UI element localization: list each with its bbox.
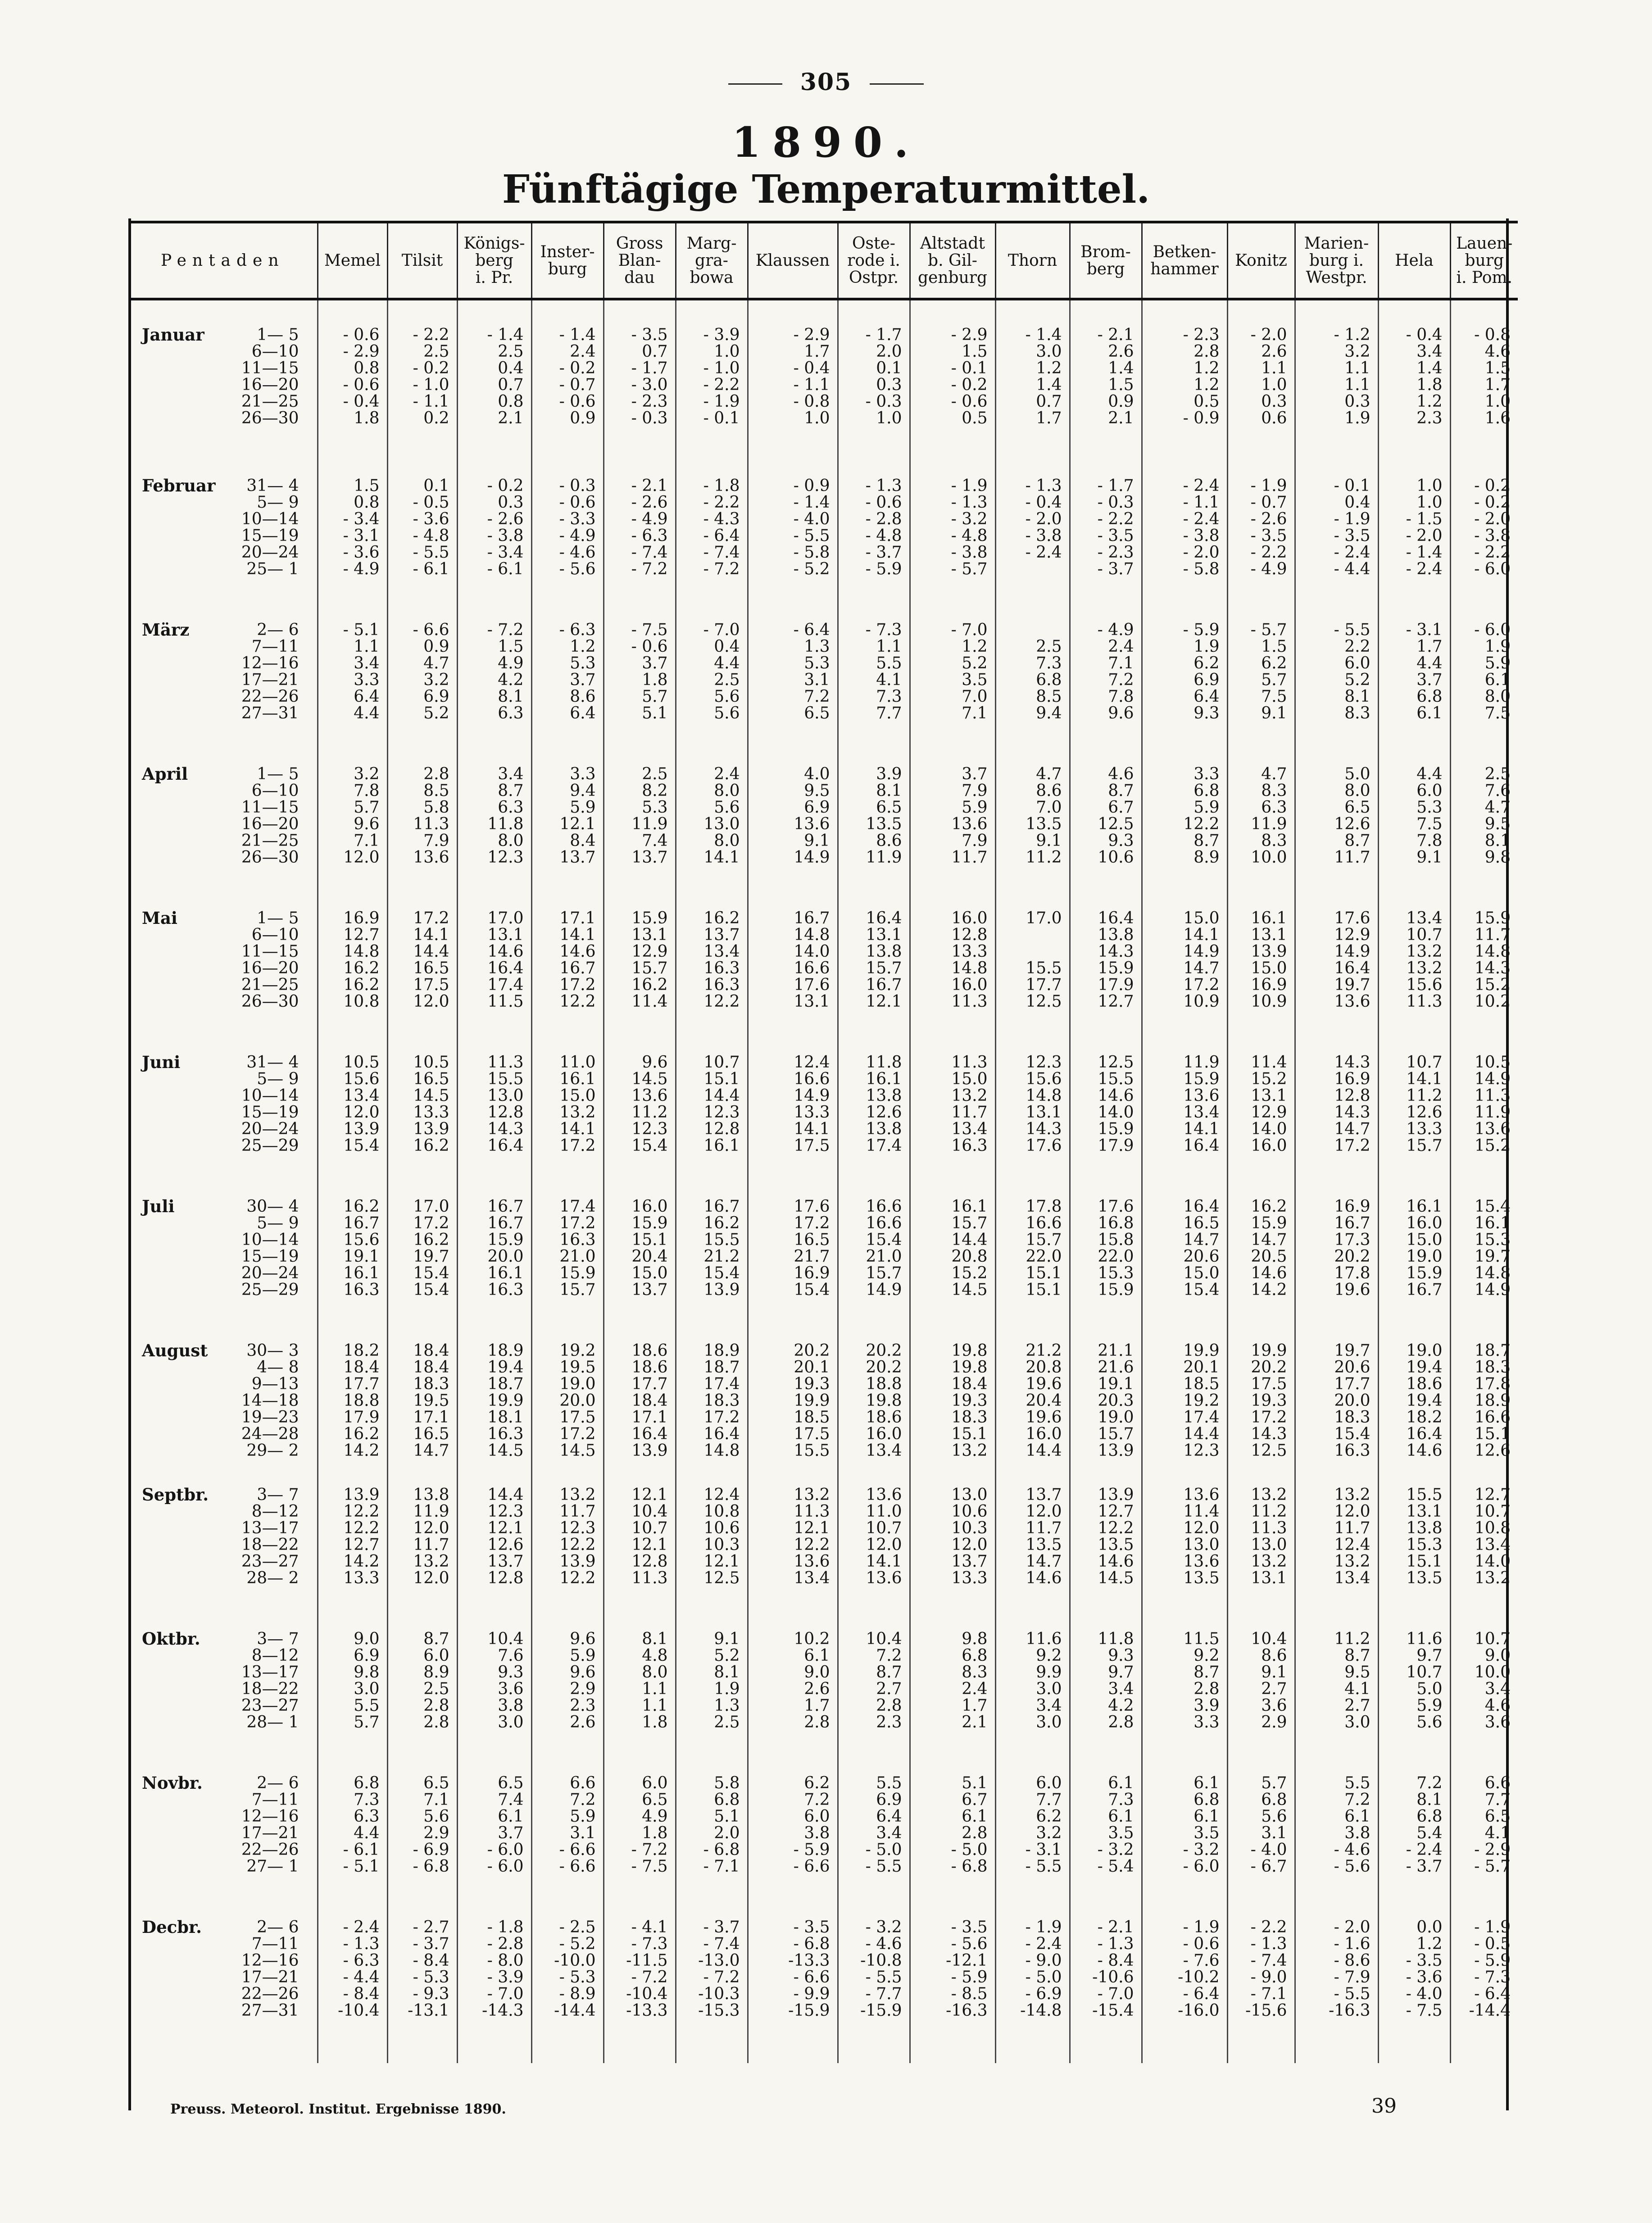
temperature-values: 11.3 15.5 13.0 12.8 14.3 16.4 bbox=[457, 1054, 531, 1198]
month-name: Oktbr. bbox=[142, 1629, 200, 1649]
temperature-values: 3.7 7.9 5.9 13.6 7.9 11.7 bbox=[910, 766, 995, 910]
column-header: Königs- berg i. Pr. bbox=[457, 222, 531, 299]
temperature-values: 17.6 12.9 14.9 16.4 19.7 13.6 bbox=[1295, 910, 1378, 1054]
page-number-rule-left bbox=[728, 83, 782, 85]
month-name: Decbr. bbox=[142, 1917, 202, 1937]
temperature-values: 11.8 16.1 13.8 12.6 13.8 17.4 bbox=[838, 1054, 910, 1198]
temperature-values: 17.0 17.2 16.2 19.7 15.4 15.4 bbox=[387, 1198, 457, 1342]
temperature-values: 8.7 6.0 8.9 2.5 2.8 2.8 bbox=[387, 1631, 457, 1775]
temperature-values: 15.4 16.1 15.3 19.7 14.8 14.9 bbox=[1450, 1198, 1518, 1342]
temperature-values: 5.8 6.8 5.1 2.0 - 6.8 - 7.1 bbox=[676, 1775, 748, 1919]
temperature-values: 16.1 16.0 15.0 19.0 15.9 16.7 bbox=[1378, 1198, 1450, 1342]
temperature-values: - 1.8 - 2.8 - 8.0 - 3.9 - 7.0 -14.3 bbox=[457, 1919, 531, 2063]
temperature-values: 4.0 9.5 6.9 13.6 9.1 14.9 bbox=[748, 766, 838, 910]
temperature-values: 12.3 15.6 14.8 13.1 14.3 17.6 bbox=[995, 1054, 1070, 1198]
temperature-values: 21.1 21.6 19.1 20.3 19.0 15.7 13.9 bbox=[1070, 1342, 1142, 1487]
pentad-dates: 31— 4 5— 9 10—14 15—19 20—24 25—29 bbox=[241, 1053, 299, 1155]
temperature-values: 12.4 10.8 10.6 10.3 12.1 12.5 bbox=[676, 1487, 748, 1631]
month-name: Mai bbox=[142, 908, 177, 928]
temperature-values: 3.3 9.4 5.9 12.1 8.4 13.7 bbox=[531, 766, 604, 910]
temperature-values: 16.7 16.2 15.5 21.2 15.4 13.9 bbox=[676, 1198, 748, 1342]
temperature-values: 13.2 11.7 12.3 12.2 13.9 12.2 bbox=[531, 1487, 604, 1631]
temperature-values: 19.7 20.6 17.7 20.0 18.3 15.4 16.3 bbox=[1295, 1342, 1378, 1487]
temperature-values: 10.7 14.1 11.2 12.6 13.3 15.7 bbox=[1378, 1054, 1450, 1198]
temperature-values: 11.5 9.2 8.7 2.8 3.9 3.3 bbox=[1142, 1631, 1227, 1775]
temperature-values: 12.7 10.7 10.8 13.4 14.0 13.2 bbox=[1450, 1487, 1518, 1631]
temperature-values: 11.4 15.2 13.1 12.9 14.0 16.0 bbox=[1227, 1054, 1295, 1198]
pentad-dates: 3— 7 8—12 13—17 18—22 23—27 28— 2 bbox=[241, 1486, 299, 1587]
temperature-values: - 2.2 - 1.3 - 7.4 - 9.0 - 7.1 -15.6 bbox=[1227, 1919, 1295, 2063]
month-name: Juni bbox=[142, 1052, 181, 1072]
temperature-values: - 1.9 - 0.7 - 2.6 - 3.5 - 2.2 - 4.9 bbox=[1227, 477, 1295, 622]
pentad-dates: 3— 7 8—12 13—17 18—22 23—27 28— 1 bbox=[241, 1630, 299, 1732]
temperature-values: 10.4 7.6 9.3 3.6 3.8 3.0 bbox=[457, 1631, 531, 1775]
temperature-values: 8.1 4.8 8.0 1.1 1.1 1.8 bbox=[604, 1631, 676, 1775]
temperature-values: - 5.1 1.1 3.4 3.3 6.4 4.4 bbox=[318, 622, 387, 766]
temperature-values: 5.5 7.2 6.1 3.8 - 4.6 - 5.6 bbox=[1295, 1775, 1378, 1919]
temperature-values: - 0.3 - 0.6 - 3.3 - 4.9 - 4.6 - 5.6 bbox=[531, 477, 604, 622]
temperature-values: 11.8 9.3 9.7 3.4 4.2 2.8 bbox=[1070, 1631, 1142, 1775]
temperature-values: 0.1 - 0.5 - 3.6 - 4.8 - 5.5 - 6.1 bbox=[387, 477, 457, 622]
temperature-values: 6.2 7.2 6.0 3.8 - 5.9 - 6.6 bbox=[748, 1775, 838, 1919]
temperature-values: 2.5 8.2 5.3 11.9 7.4 13.7 bbox=[604, 766, 676, 910]
temperature-values: 5.1 6.7 6.1 2.8 - 5.0 - 6.8 bbox=[910, 1775, 995, 1919]
temperature-values: 2.8 8.5 5.8 11.3 7.9 13.6 bbox=[387, 766, 457, 910]
temperature-values: 17.6 17.2 16.5 21.7 16.9 15.4 bbox=[748, 1198, 838, 1342]
year-heading: 1890. bbox=[731, 118, 921, 167]
temperature-values: 16.1 13.1 13.9 15.0 16.9 10.9 bbox=[1227, 910, 1295, 1054]
temperature-values: 16.2 13.7 13.4 16.3 16.3 12.2 bbox=[676, 910, 748, 1054]
temperature-values: 16.6 16.6 15.4 21.0 15.7 14.9 bbox=[838, 1198, 910, 1342]
temperature-values: - 0.6 - 2.9 0.8 - 0.6 - 0.4 1.8 bbox=[318, 299, 387, 477]
column-header: Pentaden bbox=[128, 222, 318, 299]
pentad-dates: 30— 3 4— 8 9—13 14—18 19—23 24—28 29— 2 bbox=[241, 1341, 299, 1460]
temperature-values: 18.4 18.4 18.3 19.5 17.1 16.5 14.7 bbox=[387, 1342, 457, 1487]
temperature-values: 16.9 12.7 14.8 16.2 16.2 10.8 bbox=[318, 910, 387, 1054]
temperature-values: 6.5 7.1 5.6 2.9 - 6.9 - 6.8 bbox=[387, 1775, 457, 1919]
temperature-values: 12.1 10.4 10.7 12.1 12.8 11.3 bbox=[604, 1487, 676, 1631]
temperature-values: 11.6 9.2 9.9 3.0 3.4 3.0 bbox=[995, 1631, 1070, 1775]
temperature-values: - 3.1 1.7 4.4 3.7 6.8 6.1 bbox=[1378, 622, 1450, 766]
column-header: Oste- rode i. Ostpr. bbox=[838, 222, 910, 299]
temperature-values: 15.9 13.1 12.9 15.7 16.2 11.4 bbox=[604, 910, 676, 1054]
temperature-values: 3.3 6.8 5.9 12.2 8.7 8.9 bbox=[1142, 766, 1227, 910]
temperature-values: - 2.1 2.6 1.4 1.5 0.9 2.1 bbox=[1070, 299, 1142, 477]
temperature-values: - 7.5 - 0.6 3.7 1.8 5.7 5.1 bbox=[604, 622, 676, 766]
temperature-values: 18.7 18.3 17.8 18.9 16.6 15.1 12.6 bbox=[1450, 1342, 1518, 1487]
pentad-dates: 1— 5 6—10 11—15 16—20 21—25 26—30 bbox=[241, 765, 299, 867]
row-label bbox=[128, 622, 318, 766]
column-header: Memel bbox=[318, 222, 387, 299]
temperature-values: 14.3 16.9 12.8 14.3 14.7 17.2 bbox=[1295, 1054, 1378, 1198]
temperature-values: - 2.7 - 3.7 - 8.4 - 5.3 - 9.3 -13.1 bbox=[387, 1919, 457, 2063]
temperature-values: 16.4 16.5 14.7 20.6 15.0 15.4 bbox=[1142, 1198, 1227, 1342]
page-number-rule-right bbox=[870, 83, 924, 85]
temperature-values: - 0.8 4.6 1.5 1.7 1.0 1.6 bbox=[1450, 299, 1518, 477]
temperature-values: 16.7 14.8 14.0 16.6 17.6 13.1 bbox=[748, 910, 838, 1054]
temperature-values: 10.5 14.9 11.3 11.9 13.6 15.2 bbox=[1450, 1054, 1518, 1198]
temperature-values: 17.2 14.1 14.4 16.5 17.5 12.0 bbox=[387, 910, 457, 1054]
temperature-values: 1.0 1.0 - 1.5 - 2.0 - 1.4 - 2.4 bbox=[1378, 477, 1450, 622]
pentad-dates: 2— 6 7—11 12—16 17—21 22—26 27— 1 bbox=[241, 1774, 299, 1876]
temperature-values: 6.1 7.3 6.1 3.5 - 3.2 - 5.4 bbox=[1070, 1775, 1142, 1919]
temperature-values: - 3.5 - 5.6 -12.1 - 5.9 - 8.5 -16.3 bbox=[910, 1919, 995, 2063]
temperature-values: 13.0 10.6 10.3 12.0 13.7 13.3 bbox=[910, 1487, 995, 1631]
column-header: Altstadt b. Gil- genburg bbox=[910, 222, 995, 299]
row-label bbox=[128, 766, 318, 910]
temperature-values: 10.7 15.1 14.4 12.3 12.8 16.1 bbox=[676, 1054, 748, 1198]
temperature-values: 18.2 18.4 17.7 18.8 17.9 16.2 14.2 bbox=[318, 1342, 387, 1487]
temperature-values: - 2.4 - 1.1 - 2.4 - 3.8 - 2.0 - 5.8 bbox=[1142, 477, 1227, 622]
month-row bbox=[128, 1487, 1518, 1631]
temperature-values: 9.6 14.5 13.6 11.2 12.3 15.4 bbox=[604, 1054, 676, 1198]
temperature-values: 16.1 15.7 14.4 20.8 15.2 14.5 bbox=[910, 1198, 995, 1342]
month-row bbox=[128, 1919, 1518, 2063]
temperature-values: 15.0 14.1 14.9 14.7 17.2 10.9 bbox=[1142, 910, 1227, 1054]
temperature-values: - 1.9 - 1.3 - 3.2 - 4.8 - 3.8 - 5.7 bbox=[910, 477, 995, 622]
temperature-values: - 3.2 - 4.6 -10.8 - 5.5 - 7.7 -15.9 bbox=[838, 1919, 910, 2063]
temperature-values: 18.6 18.6 17.7 18.4 17.1 16.4 13.9 bbox=[604, 1342, 676, 1487]
temperature-values: - 5.9 1.9 6.2 6.9 6.4 9.3 bbox=[1142, 622, 1227, 766]
pentad-dates: 31— 4 5— 9 10—14 15—19 20—24 25— 1 bbox=[241, 477, 299, 578]
temperature-values: 6.0 7.7 6.2 3.2 - 3.1 - 5.5 bbox=[995, 1775, 1070, 1919]
temperature-values: - 3.9 1.0 - 1.0 - 2.2 - 1.9 - 0.1 bbox=[676, 299, 748, 477]
temperature-values: 17.0 15.5 17.7 12.5 bbox=[995, 910, 1070, 1054]
row-label bbox=[128, 1487, 318, 1631]
column-header: Marg- gra- bowa bbox=[676, 222, 748, 299]
temperature-values: 16.0 15.9 15.1 20.4 15.0 13.7 bbox=[604, 1198, 676, 1342]
temperature-values: - 6.4 1.3 5.3 3.1 7.2 6.5 bbox=[748, 622, 838, 766]
temperature-values: 13.7 12.0 11.7 13.5 14.7 14.6 bbox=[995, 1487, 1070, 1631]
temperature-values: - 4.9 2.4 7.1 7.2 7.8 9.6 bbox=[1070, 622, 1142, 766]
temperature-values: 19.9 20.2 17.5 19.3 17.2 14.3 12.5 bbox=[1227, 1342, 1295, 1487]
temperature-values: 13.2 11.2 11.3 13.0 13.2 13.1 bbox=[1227, 1487, 1295, 1631]
temperature-values: 10.4 8.6 9.1 2.7 3.6 2.9 bbox=[1227, 1631, 1295, 1775]
temperature-values: 10.5 15.6 13.4 12.0 13.9 15.4 bbox=[318, 1054, 387, 1198]
temperature-values: 6.8 7.3 6.3 4.4 - 6.1 - 5.1 bbox=[318, 1775, 387, 1919]
temperature-values: 15.5 13.1 13.8 15.3 15.1 13.5 bbox=[1378, 1487, 1450, 1631]
temperature-values: 5.7 6.8 5.6 3.1 - 4.0 - 6.7 bbox=[1227, 1775, 1295, 1919]
temperature-values: 13.4 10.7 13.2 13.2 15.6 11.3 bbox=[1378, 910, 1450, 1054]
column-header: Thorn bbox=[995, 222, 1070, 299]
temperature-values: - 0.4 3.4 1.4 1.8 1.2 2.3 bbox=[1378, 299, 1450, 477]
temperature-values: - 2.9 1.7 - 0.4 - 1.1 - 0.8 1.0 bbox=[748, 299, 838, 477]
temperature-values: 6.6 7.7 6.5 4.1 - 2.9 - 5.7 bbox=[1450, 1775, 1518, 1919]
temperature-values: 20.2 20.2 18.8 19.8 18.6 16.0 13.4 bbox=[838, 1342, 910, 1487]
temperature-values: 3.2 7.8 5.7 9.6 7.1 12.0 bbox=[318, 766, 387, 910]
month-row bbox=[128, 622, 1518, 766]
temperature-values: 4.7 8.6 7.0 13.5 9.1 11.2 bbox=[995, 766, 1070, 910]
temperature-values: - 0.2 0.3 - 2.6 - 3.8 - 3.4 - 6.1 bbox=[457, 477, 531, 622]
month-row bbox=[128, 910, 1518, 1054]
page-title: Fünftägige Temperaturmittel. bbox=[502, 167, 1150, 212]
temperature-values: - 6.3 1.2 5.3 3.7 8.6 6.4 bbox=[531, 622, 604, 766]
temperature-values: - 2.0 2.6 1.1 1.0 0.3 0.6 bbox=[1227, 299, 1295, 477]
temperature-values: 19.8 19.8 18.4 19.3 18.3 15.1 13.2 bbox=[910, 1342, 995, 1487]
temperature-values: 11.9 15.9 13.6 13.4 14.1 16.4 bbox=[1142, 1054, 1227, 1198]
temperature-values: 4.7 8.3 6.3 11.9 8.3 10.0 bbox=[1227, 766, 1295, 910]
temperature-values: 15.9 11.7 14.8 14.3 15.2 10.2 bbox=[1450, 910, 1518, 1054]
temperature-values: - 5.5 2.2 6.0 5.2 8.1 8.3 bbox=[1295, 622, 1378, 766]
month-row bbox=[128, 299, 1518, 477]
temperature-values: - 2.4 - 1.3 - 6.3 - 4.4 - 8.4 -10.4 bbox=[318, 1919, 387, 2063]
temperature-values: 6.0 6.5 4.9 1.8 - 7.2 - 7.5 bbox=[604, 1775, 676, 1919]
row-label bbox=[128, 1775, 318, 1919]
row-label bbox=[128, 477, 318, 622]
month-row bbox=[128, 1342, 1518, 1487]
temperature-values: 21.2 20.8 19.6 20.4 19.6 16.0 14.4 bbox=[995, 1342, 1070, 1487]
temperature-values: - 7.0 0.4 4.4 2.5 5.6 5.6 bbox=[676, 622, 748, 766]
pentad-dates: 2— 6 7—11 12—16 17—21 22—26 27—31 bbox=[241, 1918, 299, 2020]
temperature-values: - 3.5 - 6.8 -13.3 - 6.6 - 9.9 -15.9 bbox=[748, 1919, 838, 2063]
pentad-dates: 2— 6 7—11 12—16 17—21 22—26 27—31 bbox=[241, 621, 299, 723]
temperature-values: - 7.2 1.5 4.9 4.2 8.1 6.3 bbox=[457, 622, 531, 766]
sheet-number: 39 bbox=[1371, 2095, 1397, 2118]
temperature-values: 13.6 11.0 10.7 12.0 14.1 13.6 bbox=[838, 1487, 910, 1631]
temperature-values: - 0.2 - 0.2 - 2.0 - 3.8 - 2.2 - 6.0 bbox=[1450, 477, 1518, 622]
row-label bbox=[128, 910, 318, 1054]
temperature-values: - 1.8 - 2.2 - 4.3 - 6.4 - 7.4 - 7.2 bbox=[676, 477, 748, 622]
temperature-values: 17.4 17.2 16.3 21.0 15.9 15.7 bbox=[531, 1198, 604, 1342]
temperature-values: 9.8 6.8 8.3 2.4 1.7 2.1 bbox=[910, 1631, 995, 1775]
table-body bbox=[128, 299, 1518, 2063]
row-label bbox=[128, 1342, 318, 1487]
table-header-row bbox=[128, 222, 1518, 299]
month-name: Februar bbox=[142, 476, 216, 496]
column-header: Brom- berg bbox=[1070, 222, 1142, 299]
temperature-values: 19.9 20.1 18.5 19.2 17.4 14.4 12.3 bbox=[1142, 1342, 1227, 1487]
temperature-values: 10.2 6.1 9.0 2.6 1.7 2.8 bbox=[748, 1631, 838, 1775]
month-name: April bbox=[142, 764, 188, 784]
temperature-values: 18.9 18.7 17.4 18.3 17.2 16.4 14.8 bbox=[676, 1342, 748, 1487]
temperature-values: - 6.0 1.9 5.9 6.1 8.0 7.5 bbox=[1450, 622, 1518, 766]
temperature-values: 9.6 5.9 9.6 2.9 2.3 2.6 bbox=[531, 1631, 604, 1775]
temperature-values: - 1.7 - 0.3 - 2.2 - 3.5 - 2.3 - 3.7 bbox=[1070, 477, 1142, 622]
temperature-values: 16.7 16.7 15.9 20.0 16.1 16.3 bbox=[457, 1198, 531, 1342]
month-name: Novbr. bbox=[142, 1773, 203, 1793]
month-name: Septbr. bbox=[142, 1485, 209, 1505]
temperature-values: 13.9 12.7 12.2 13.5 14.6 14.5 bbox=[1070, 1487, 1142, 1631]
temperature-values: - 1.2 3.2 1.1 1.1 0.3 1.9 bbox=[1295, 299, 1378, 477]
temperature-values: 6.1 6.8 6.1 3.5 - 3.2 - 6.0 bbox=[1142, 1775, 1227, 1919]
temperature-values: - 2.0 - 1.6 - 8.6 - 7.9 - 5.5 -16.3 bbox=[1295, 1919, 1378, 2063]
column-header: Tilsit bbox=[387, 222, 457, 299]
temperature-values: 6.6 7.2 5.9 3.1 - 6.6 - 6.6 bbox=[531, 1775, 604, 1919]
temperature-values: 2.4 8.0 5.6 13.0 8.0 14.1 bbox=[676, 766, 748, 910]
temperature-values: - 1.9 - 2.4 - 9.0 - 5.0 - 6.9 -14.8 bbox=[995, 1919, 1070, 2063]
temperature-values: 19.0 19.4 18.6 19.4 18.2 16.4 14.6 bbox=[1378, 1342, 1450, 1487]
temperature-values: 4.4 6.0 5.3 7.5 7.8 9.1 bbox=[1378, 766, 1450, 910]
temperature-values: 16.4 13.1 13.8 15.7 16.7 12.1 bbox=[838, 910, 910, 1054]
temperature-values: 13.2 11.3 12.1 12.2 13.6 13.4 bbox=[748, 1487, 838, 1631]
column-header: Inster- burg bbox=[531, 222, 604, 299]
temperature-values: - 1.9 - 0.6 - 7.6 -10.2 - 6.4 -16.0 bbox=[1142, 1919, 1227, 2063]
temperature-values: 14.4 12.3 12.1 12.6 13.7 12.8 bbox=[457, 1487, 531, 1631]
temperature-values: 0.0 1.2 - 3.5 - 3.6 - 4.0 - 7.5 bbox=[1378, 1919, 1450, 2063]
temperature-values: - 2.1 - 2.6 - 4.9 - 6.3 - 7.4 - 7.2 bbox=[604, 477, 676, 622]
temperature-values: 10.7 9.0 10.0 3.4 4.6 3.6 bbox=[1450, 1631, 1518, 1775]
temperature-values: 19.2 19.5 19.0 20.0 17.5 17.2 14.5 bbox=[531, 1342, 604, 1487]
temperature-values: - 5.7 1.5 6.2 5.7 7.5 9.1 bbox=[1227, 622, 1295, 766]
temperature-values: 11.2 8.7 9.5 4.1 2.7 3.0 bbox=[1295, 1631, 1378, 1775]
temperature-values: 12.4 16.6 14.9 13.3 14.1 17.5 bbox=[748, 1054, 838, 1198]
row-label bbox=[128, 1919, 318, 2063]
temperature-values: 11.0 16.1 15.0 13.2 14.1 17.2 bbox=[531, 1054, 604, 1198]
temperature-values: 4.6 8.7 6.7 12.5 9.3 10.6 bbox=[1070, 766, 1142, 910]
temperature-values: 6.5 7.4 6.1 3.7 - 6.0 - 6.0 bbox=[457, 1775, 531, 1919]
temperature-values: - 3.5 0.7 - 1.7 - 3.0 - 2.3 - 0.3 bbox=[604, 299, 676, 477]
temperature-values: - 6.6 0.9 4.7 3.2 6.9 5.2 bbox=[387, 622, 457, 766]
column-header: Klaussen bbox=[748, 222, 838, 299]
temperature-values: - 0.9 - 1.4 - 4.0 - 5.5 - 5.8 - 5.2 bbox=[748, 477, 838, 622]
temperature-values: 13.8 11.9 12.0 11.7 13.2 12.0 bbox=[387, 1487, 457, 1631]
month-name: März bbox=[142, 620, 190, 640]
temperature-values: - 1.9 - 0.5 - 5.9 - 7.3 - 6.4 -14.4 bbox=[1450, 1919, 1518, 2063]
temperature-values: 5.5 6.9 6.4 3.4 - 5.0 - 5.5 bbox=[838, 1775, 910, 1919]
temperature-values: - 2.2 2.5 - 0.2 - 1.0 - 1.1 0.2 bbox=[387, 299, 457, 477]
temperature-values: 13.9 12.2 12.2 12.7 14.2 13.3 bbox=[318, 1487, 387, 1631]
temperature-values: - 1.3 - 0.4 - 2.0 - 3.8 - 2.4 bbox=[995, 477, 1070, 622]
temperature-values: - 1.4 3.0 1.2 1.4 0.7 1.7 bbox=[995, 299, 1070, 477]
temperature-values: 17.8 16.6 15.7 22.0 15.1 15.1 bbox=[995, 1198, 1070, 1342]
temperature-values: - 2.5 - 5.2 -10.0 - 5.3 - 8.9 -14.4 bbox=[531, 1919, 604, 2063]
temperature-values: 2.5 7.3 6.8 8.5 9.4 bbox=[995, 622, 1070, 766]
page-number bbox=[0, 68, 1652, 96]
temperature-values: - 4.1 - 7.3 -11.5 - 7.2 -10.4 -13.3 bbox=[604, 1919, 676, 2063]
page-number-text: 305 bbox=[800, 68, 852, 96]
temperature-values: - 7.0 1.2 5.2 3.5 7.0 7.1 bbox=[910, 622, 995, 766]
temperature-values: - 3.7 - 7.4 -13.0 - 7.2 -10.3 -15.3 bbox=[676, 1919, 748, 2063]
temperature-values: - 2.1 - 1.3 - 8.4 -10.6 - 7.0 -15.4 bbox=[1070, 1919, 1142, 2063]
month-row bbox=[128, 1631, 1518, 1775]
row-label bbox=[128, 1054, 318, 1198]
temperature-values: 17.6 16.8 15.8 22.0 15.3 15.9 bbox=[1070, 1198, 1142, 1342]
month-row bbox=[128, 766, 1518, 910]
month-name: Juli bbox=[142, 1196, 175, 1216]
temperature-values: 16.4 13.8 14.3 15.9 17.9 12.7 bbox=[1070, 910, 1142, 1054]
column-header: Betken- hammer bbox=[1142, 222, 1227, 299]
temperature-values: 13.6 11.4 12.0 13.0 13.6 13.5 bbox=[1142, 1487, 1227, 1631]
column-header: Marien- burg i. Westpr. bbox=[1295, 222, 1378, 299]
temperature-values: 16.0 12.8 13.3 14.8 16.0 11.3 bbox=[910, 910, 995, 1054]
temperature-values: 10.5 16.5 14.5 13.3 13.9 16.2 bbox=[387, 1054, 457, 1198]
month-row bbox=[128, 1198, 1518, 1342]
temperature-values: - 7.3 1.1 5.5 4.1 7.3 7.7 bbox=[838, 622, 910, 766]
month-name: August bbox=[142, 1341, 208, 1360]
pentad-dates: 1— 5 6—10 11—15 16—20 21—25 26—30 bbox=[241, 326, 299, 427]
temperature-values: 3.4 8.7 6.3 11.8 8.0 12.3 bbox=[457, 766, 531, 910]
temperature-values: 18.9 19.4 18.7 19.9 18.1 16.3 14.5 bbox=[457, 1342, 531, 1487]
footer-source: Preuss. Meteorol. Institut. Ergebnisse 1890. bbox=[170, 2101, 506, 2117]
month-row bbox=[128, 1054, 1518, 1198]
row-label bbox=[128, 1198, 318, 1342]
temperature-values: - 2.3 2.8 1.2 1.2 0.5 - 0.9 bbox=[1142, 299, 1227, 477]
temperature-values: 17.0 13.1 14.6 16.4 17.4 11.5 bbox=[457, 910, 531, 1054]
temperature-values: 16.2 15.9 14.7 20.5 14.6 14.2 bbox=[1227, 1198, 1295, 1342]
temperature-values: 7.2 8.1 6.8 5.4 - 2.4 - 3.7 bbox=[1378, 1775, 1450, 1919]
column-header: Lauen- burg i. Pom. bbox=[1450, 222, 1518, 299]
temperature-values: 11.6 9.7 10.7 5.0 5.9 5.6 bbox=[1378, 1631, 1450, 1775]
month-row bbox=[128, 477, 1518, 622]
column-header: Hela bbox=[1378, 222, 1450, 299]
temperature-values: - 1.4 2.4 - 0.2 - 0.7 - 0.6 0.9 bbox=[531, 299, 604, 477]
temperature-values: 3.9 8.1 6.5 13.5 8.6 11.9 bbox=[838, 766, 910, 910]
row-label bbox=[128, 1631, 318, 1775]
pentad-dates: 30— 4 5— 9 10—14 15—19 20—24 25—29 bbox=[241, 1197, 299, 1299]
month-row bbox=[128, 1775, 1518, 1919]
temperature-values: 17.1 14.1 14.6 16.7 17.2 12.2 bbox=[531, 910, 604, 1054]
temperature-values: 20.2 20.1 19.3 19.9 18.5 17.5 15.5 bbox=[748, 1342, 838, 1487]
temperature-values: 9.1 5.2 8.1 1.9 1.3 2.5 bbox=[676, 1631, 748, 1775]
row-label bbox=[128, 299, 318, 477]
pentad-dates: 1— 5 6—10 11—15 16—20 21—25 26—30 bbox=[241, 909, 299, 1011]
temperature-values: - 1.3 - 0.6 - 2.8 - 4.8 - 3.7 - 5.9 bbox=[838, 477, 910, 622]
temperature-values: 12.5 15.5 14.6 14.0 15.9 17.9 bbox=[1070, 1054, 1142, 1198]
temperature-values: 10.4 7.2 8.7 2.7 2.8 2.3 bbox=[838, 1631, 910, 1775]
temperature-values: 2.5 7.6 4.7 9.5 8.1 9.8 bbox=[1450, 766, 1518, 910]
temperature-values: - 1.4 2.5 0.4 0.7 0.8 2.1 bbox=[457, 299, 531, 477]
temperature-table bbox=[128, 221, 1518, 2063]
temperature-values: 16.9 16.7 17.3 20.2 17.8 19.6 bbox=[1295, 1198, 1378, 1342]
temperature-values: 11.3 15.0 13.2 11.7 13.4 16.3 bbox=[910, 1054, 995, 1198]
temperature-values: - 1.7 2.0 0.1 0.3 - 0.3 1.0 bbox=[838, 299, 910, 477]
temperature-values: 13.2 12.0 11.7 12.4 13.2 13.4 bbox=[1295, 1487, 1378, 1631]
temperature-values: 9.0 6.9 9.8 3.0 5.5 5.7 bbox=[318, 1631, 387, 1775]
column-header: Gross Blan- dau bbox=[604, 222, 676, 299]
column-header: Konitz bbox=[1227, 222, 1295, 299]
month-name: Januar bbox=[142, 325, 204, 345]
temperature-values: 1.5 0.8 - 3.4 - 3.1 - 3.6 - 4.9 bbox=[318, 477, 387, 622]
temperature-values: 16.2 16.7 15.6 19.1 16.1 16.3 bbox=[318, 1198, 387, 1342]
temperature-values: - 0.1 0.4 - 1.9 - 3.5 - 2.4 - 4.4 bbox=[1295, 477, 1378, 622]
temperature-values: 5.0 8.0 6.5 12.6 8.7 11.7 bbox=[1295, 766, 1378, 910]
temperature-values: - 2.9 1.5 - 0.1 - 0.2 - 0.6 0.5 bbox=[910, 299, 995, 477]
